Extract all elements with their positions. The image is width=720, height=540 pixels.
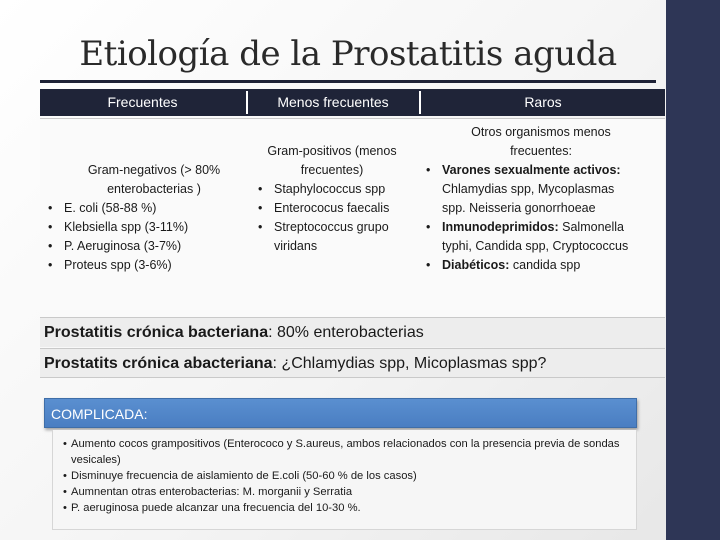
list-item: • P. Aeruginosa (3-7%) <box>44 237 244 256</box>
item-label: Diabéticos: <box>442 258 510 272</box>
column-raros <box>422 123 640 275</box>
list-item: • Klebsiella spp (3-11%) <box>44 218 244 237</box>
row-cronica-abacteriana <box>40 348 665 378</box>
list-item: • Streptococcus grupo viridans <box>254 218 410 256</box>
column-menos-frecuentes <box>254 142 410 256</box>
list-item: • Enterococus faecalis <box>254 199 410 218</box>
list-item: • Proteus spp (3-6%) <box>44 256 244 275</box>
list-item: • E. coli (58-88 %) <box>44 199 244 218</box>
complicada-content <box>52 430 637 530</box>
item-label: Inmunodeprimidos: <box>442 220 559 234</box>
column-frecuentes <box>44 161 244 275</box>
list-item: • P. aeruginosa puede alcanzar una frecuencia del 10-30 %. <box>63 500 630 516</box>
group-title: Otros organismos menos frecuentes: <box>471 125 611 158</box>
row-label: Prostatitis crónica bacteriana <box>44 324 269 341</box>
table-body <box>40 118 665 317</box>
item-text: Chlamydias spp, Mycoplasmas spp. Neisseria gonorrhoeae <box>442 182 615 215</box>
table-header-row <box>40 89 665 116</box>
list-item: • Aumnentan otras enterobacterias: M. morganii y Serratia <box>63 484 630 500</box>
header-frecuentes: Frecuentes <box>107 94 178 110</box>
group-title: Gram-negativos (> 80% enterobacterias ) <box>87 163 221 196</box>
list-item <box>422 161 640 218</box>
item-text: Salmonella typhi, Candida spp, Cryptococcus <box>442 220 629 253</box>
list-item: • Staphylococcus spp <box>254 180 410 199</box>
row-cronica-bacteriana <box>40 317 665 347</box>
group-title: Gram-positivos (menos frecuentes) <box>267 144 397 177</box>
item-label: Varones sexualmente activos: <box>442 163 621 177</box>
list-item <box>422 256 640 275</box>
header-menos-frecuentes: Menos frecuentes <box>277 94 389 110</box>
list-item: • Aumento cocos grampositivos (Enterococo y S.aureus, ambos relacionados con la presencia previa de sondas vesicales) <box>63 436 630 468</box>
complicada-heading: COMPLICADA: <box>44 398 637 428</box>
title-underline <box>40 80 656 83</box>
item-text: candida spp <box>509 258 581 272</box>
row-text: : 80% enterobacterias <box>268 324 424 341</box>
header-raros: Raros <box>524 94 562 110</box>
row-text: : ¿Chlamydias spp, Micoplasmas spp? <box>272 355 547 372</box>
row-label: Prostatits crónica abacteriana <box>44 355 273 372</box>
decorative-side-bar <box>666 0 720 540</box>
list-item <box>422 218 640 256</box>
list-item: • Disminuye frecuencia de aislamiento de E.coli (50-60 % de los casos) <box>63 468 630 484</box>
slide-title: Etiología de la Prostatitis aguda <box>79 34 617 74</box>
